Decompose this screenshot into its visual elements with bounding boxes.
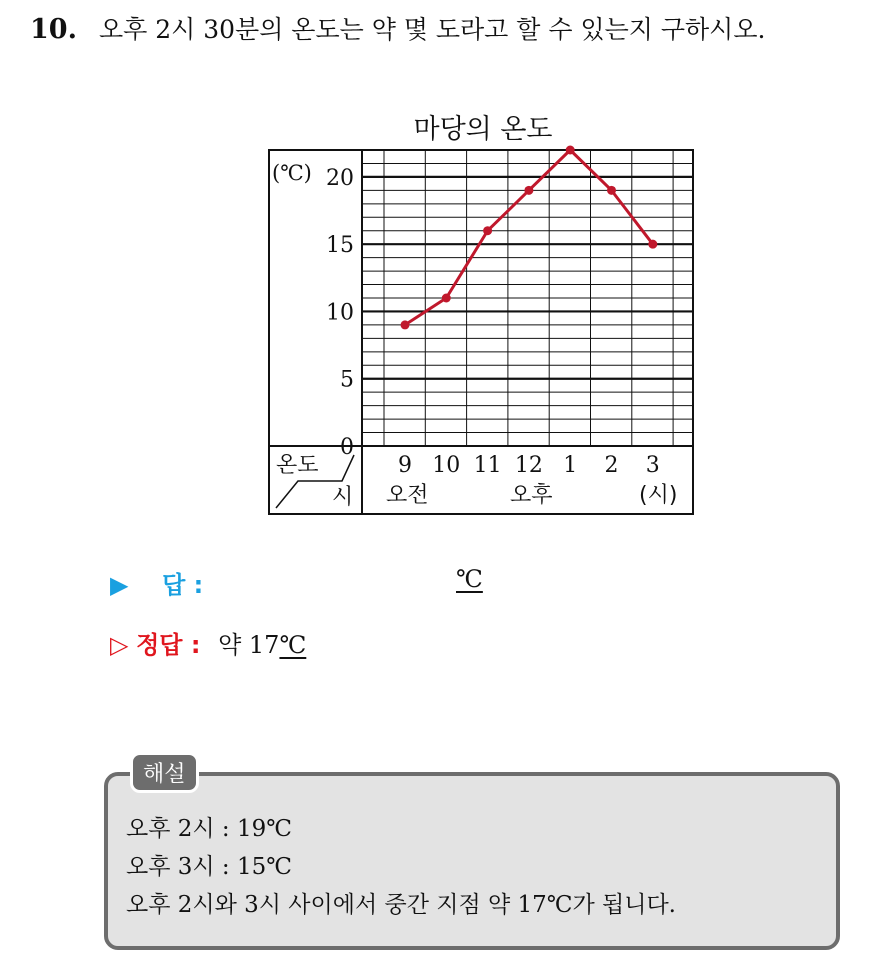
correct-label: 정답 : — [136, 631, 201, 659]
y-tick-label: 20 — [326, 165, 354, 191]
correct-unit: ℃ — [279, 631, 307, 659]
data-point — [648, 240, 657, 249]
y-axis-unit: (℃) — [272, 161, 312, 185]
temperature-series — [401, 146, 658, 330]
x-tick-label: 1 — [563, 453, 578, 478]
explanation-line-3: 오후 2시와 3시 사이에서 중간 지점 약 17℃가 됩니다. — [126, 892, 676, 918]
header-time-label: 시 — [332, 485, 354, 510]
answer-arrow-icon: ▶ — [110, 571, 129, 599]
data-point — [607, 186, 616, 195]
correct-answer-row — [110, 625, 306, 660]
y-tick-labels — [326, 166, 354, 460]
period-pm-label: 오후 — [510, 483, 553, 508]
correct-value: 약 17 — [218, 631, 280, 659]
answer-unit: ℃ — [456, 565, 483, 593]
y-tick-label: 10 — [326, 300, 354, 326]
question — [30, 10, 765, 46]
answer-row — [110, 565, 203, 600]
explanation-tag: 해설 — [130, 752, 199, 793]
data-point — [566, 146, 575, 155]
data-point — [401, 320, 410, 329]
x-tick-label: 10 — [432, 453, 461, 478]
x-tick-labels — [398, 453, 660, 478]
data-point — [524, 186, 533, 195]
x-tick-label: 3 — [645, 453, 660, 478]
y-tick-label: 5 — [340, 367, 354, 393]
explanation-line-1: 오후 2시 : 19℃ — [126, 816, 292, 842]
y-tick-label: 15 — [326, 233, 354, 259]
question-text: 오후 2시 30분의 온도는 약 몇 도라고 할 수 있는지 구하시오. — [98, 15, 766, 44]
data-point — [442, 294, 451, 303]
x-tick-label: 11 — [473, 453, 502, 478]
data-point — [483, 226, 492, 235]
correct-arrow-icon: ▷ — [110, 631, 129, 659]
header-temperature-label: 온도 — [276, 453, 319, 478]
x-tick-label: 2 — [604, 453, 619, 478]
x-axis-unit: (시) — [639, 483, 678, 508]
y-tick-label: 0 — [340, 435, 354, 460]
explanation-line-2: 오후 3시 : 15℃ — [126, 854, 292, 880]
x-tick-label: 12 — [514, 453, 543, 478]
question-number: 10. — [30, 14, 77, 45]
temperature-chart — [268, 110, 698, 520]
chart-title: 마당의 온도 — [413, 114, 553, 145]
answer-label: 답 : — [162, 571, 204, 599]
x-tick-label: 9 — [398, 453, 412, 478]
period-am-label: 오전 — [386, 483, 429, 508]
